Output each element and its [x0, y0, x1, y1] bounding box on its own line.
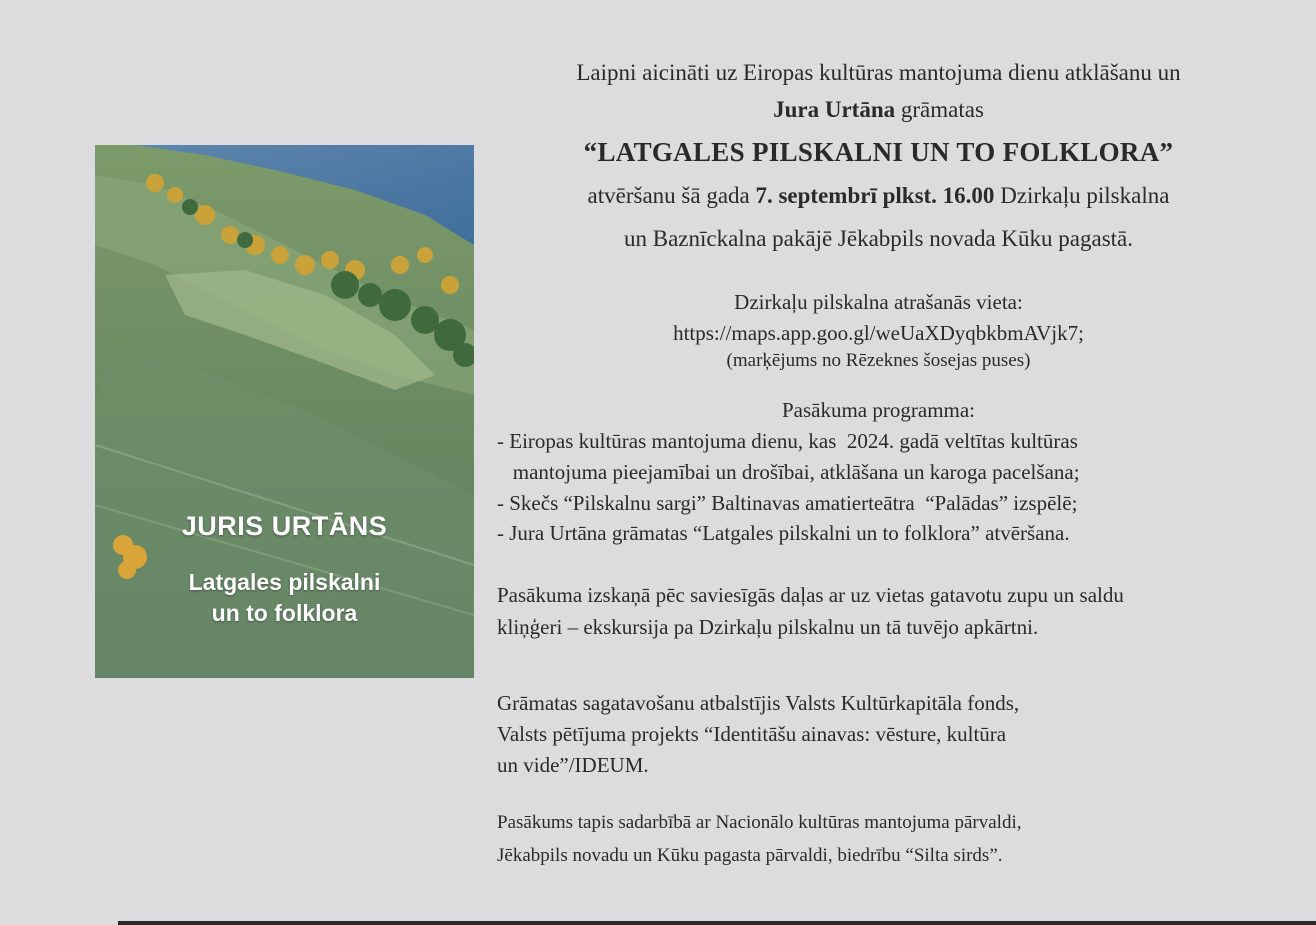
closing-line1: Pasākuma izskaņā pēc saviesīgās daļas ar uz vietas gatavotu zupu un saldu: [497, 583, 1124, 607]
support-line3: un vide”/IDEUM.: [497, 753, 649, 777]
footer-rule: [118, 921, 1316, 925]
invite-line5: un Baznīckalna pakājē Jēkabpils novada Kūku pagastā.: [623, 226, 1134, 251]
partners-line1: Pasākums tapis sadarbībā ar Nacionālo kultūras mantojuma pārvaldi,: [497, 812, 1022, 833]
invite-line4-pre: atvēršanu šā gada: [587, 183, 756, 208]
program-item: - Skečs “Pilskalnu sargi” Baltinavas amatierteātra “Palādas” izspēlē;: [497, 491, 1078, 515]
cover-title-line1: Latgales pilskalni: [188, 569, 381, 595]
partners-line2: Jēkabpils novadu un Kūku pagasta pārvaldi, biedrību “Silta sirds”.: [497, 845, 1003, 866]
author-name: Jura Urtāna: [773, 97, 896, 122]
invite-line4: [497, 183, 1260, 209]
program-item: - Eiropas kultūras mantojuma dienu, kas 2024. gadā veltītas kultūras: [497, 429, 1078, 453]
closing-line2: kliņģeri – ekskursija pa Dzirkaļu pilskalnu un tā tuvējo apkārtni.: [497, 615, 1039, 639]
location-note: (marķējums no Rēzeknes šosejas puses): [726, 350, 1031, 371]
program-item: mantojuma pieejamībai un drošībai, atklāšana un karoga pacelšana;: [497, 460, 1080, 484]
cover-title-line2: un to folklora: [211, 600, 358, 626]
program-heading: Pasākuma programma:: [781, 398, 976, 422]
event-date-time: 7. septembrī plkst. 16.00: [755, 183, 995, 208]
location-label: Dzirkaļu pilskalna atrašanās vieta:: [734, 290, 1023, 314]
invite-line2: [497, 97, 1260, 123]
invite-line4-post: Dzirkaļu pilskalna: [994, 183, 1170, 208]
invite-line2-rest: grāmatas: [895, 97, 984, 122]
invite-line1: Laipni aicināti uz Eiropas kultūras mantojuma dienu atklāšanu un: [576, 60, 1181, 85]
support-line2: Valsts pētījuma projekts “Identitāšu ainavas: vēsture, kultūra: [497, 722, 1007, 746]
cover-author: JURIS URTĀNS: [181, 511, 388, 541]
support-line1: Grāmatas sagatavošanu atbalstījis Valsts Kultūrkapitāla fonds,: [497, 691, 1020, 715]
program-item: - Jura Urtāna grāmatas “Latgales pilskalni un to folklora” atvēršana.: [497, 521, 1070, 545]
location-url[interactable]: https://maps.app.goo.gl/weUaXDyqbkbmAVjk7;: [673, 321, 1084, 345]
book-cover: [95, 145, 474, 678]
cover-title: [95, 567, 474, 629]
book-title-headline: “LATGALES PILSKALNI UN TO FOLKLORA”: [583, 137, 1174, 167]
